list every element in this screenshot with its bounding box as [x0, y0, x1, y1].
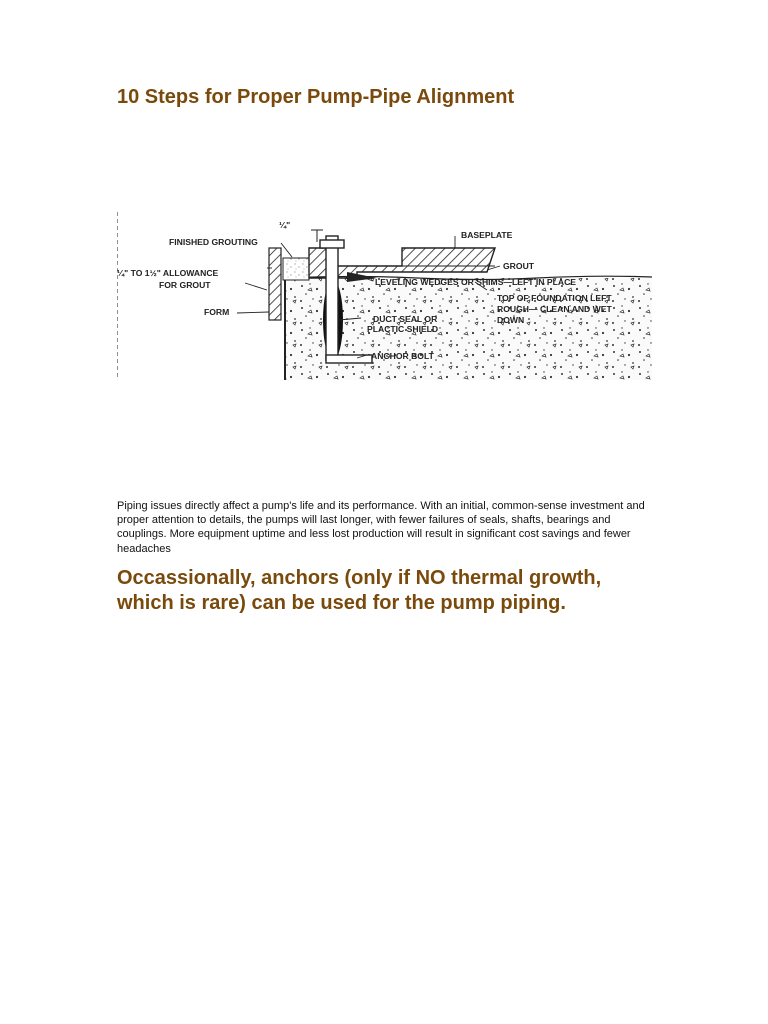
label-allowance-line1: ¼" TO 1½" ALLOWANCE: [117, 268, 219, 278]
label-grout: GROUT: [503, 261, 535, 271]
grouting-diagram-svg: [117, 150, 652, 386]
label-duct-seal-line2: PLACTIC SHIELD: [367, 324, 439, 334]
label-top-foundation-line3: DOWN: [497, 315, 525, 325]
anchors-callout: Occassionally, anchors (only if NO thermal growth, which is rare) can be used for the pump piping.: [117, 567, 602, 614]
label-finished-grouting: FINISHED GROUTING: [169, 237, 258, 247]
label-form: FORM: [204, 307, 230, 317]
grout-fill: [283, 258, 309, 280]
intro-paragraph: Piping issues directly affect a pump's life and its performance. With an initial, common-sense investment and proper attention to details, the pumps will last longer, with fewer failures of seals, shafts, bearings and couplings. More equipment uptime and less lost production will result in significant cost savings and fewer headaches: [117, 500, 645, 555]
page-title: 10 Steps for Proper Pump-Pipe Alignment: [117, 86, 515, 108]
label-baseplate: BASEPLATE: [461, 230, 513, 240]
label-top-foundation-line1: TOP OF FOUNDATION LEFT: [497, 293, 612, 303]
form: [269, 248, 281, 320]
label-quarter-inch: ¼": [279, 220, 291, 230]
label-top-foundation-line2: ROUGH— CLEAN AND WET: [497, 304, 612, 314]
label-anchor-bolt: ANCHOR BOLT: [371, 351, 434, 361]
label-duct-seal-line1: DUCT SEAL OR: [373, 314, 438, 324]
label-leveling-wedges: LEVELING WEDGES OR SHIMS—LEFT IN PLACE: [375, 277, 577, 287]
grouting-diagram: [117, 150, 652, 386]
label-allowance-line2: FOR GROUT: [159, 280, 211, 290]
